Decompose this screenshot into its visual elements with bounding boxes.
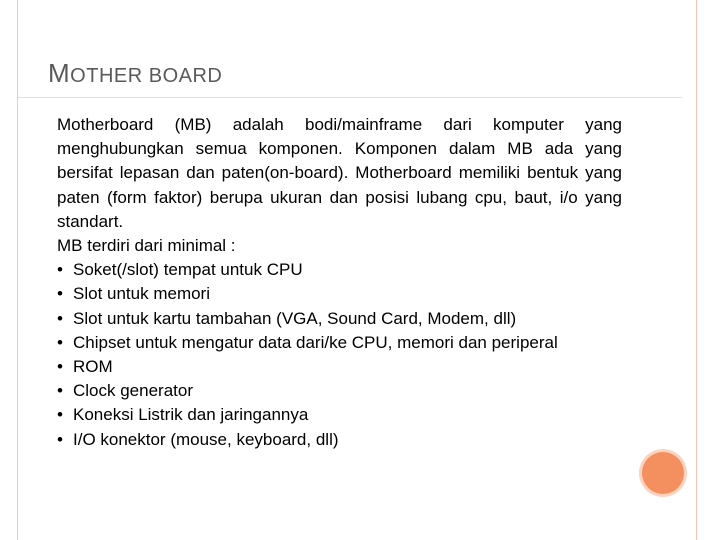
title-initial: M <box>48 58 71 88</box>
list-item: • Koneksi Listrik dan jaringannya <box>57 403 622 427</box>
list-item: • Clock generator <box>57 379 622 403</box>
decorative-circle <box>642 452 684 494</box>
slide-title <box>48 58 222 89</box>
list-item: • Slot untuk memori <box>57 282 622 306</box>
list-item: • Slot untuk kartu tambahan (VGA, Sound Card, Modem, dll) <box>57 307 622 331</box>
component-list <box>57 258 622 452</box>
list-intro: MB terdiri dari minimal : <box>57 236 236 256</box>
list-item: • Soket(/slot) tempat untuk CPU <box>57 258 622 282</box>
title-divider <box>18 97 682 98</box>
title-rest: OTHER BOARD <box>70 65 223 87</box>
list-item: • Chipset untuk mengatur data dari/ke CPU, memori dan periperal <box>57 331 622 355</box>
intro-paragraph: Motherboard (MB) adalah bodi/mainframe dari komputer yang menghubungkan semua komponen. Komponen dalam MB ada yang bersifat lepasan dan paten(on-board). Motherboard memiliki bentuk yang paten (form faktor) berupa ukuran dan posisi lubang cpu, baut, i/o yang standart. <box>57 115 622 231</box>
list-item: • I/O konektor (mouse, keyboard, dll) <box>57 428 622 452</box>
list-item: • ROM <box>57 355 622 379</box>
slide-body <box>57 113 622 452</box>
